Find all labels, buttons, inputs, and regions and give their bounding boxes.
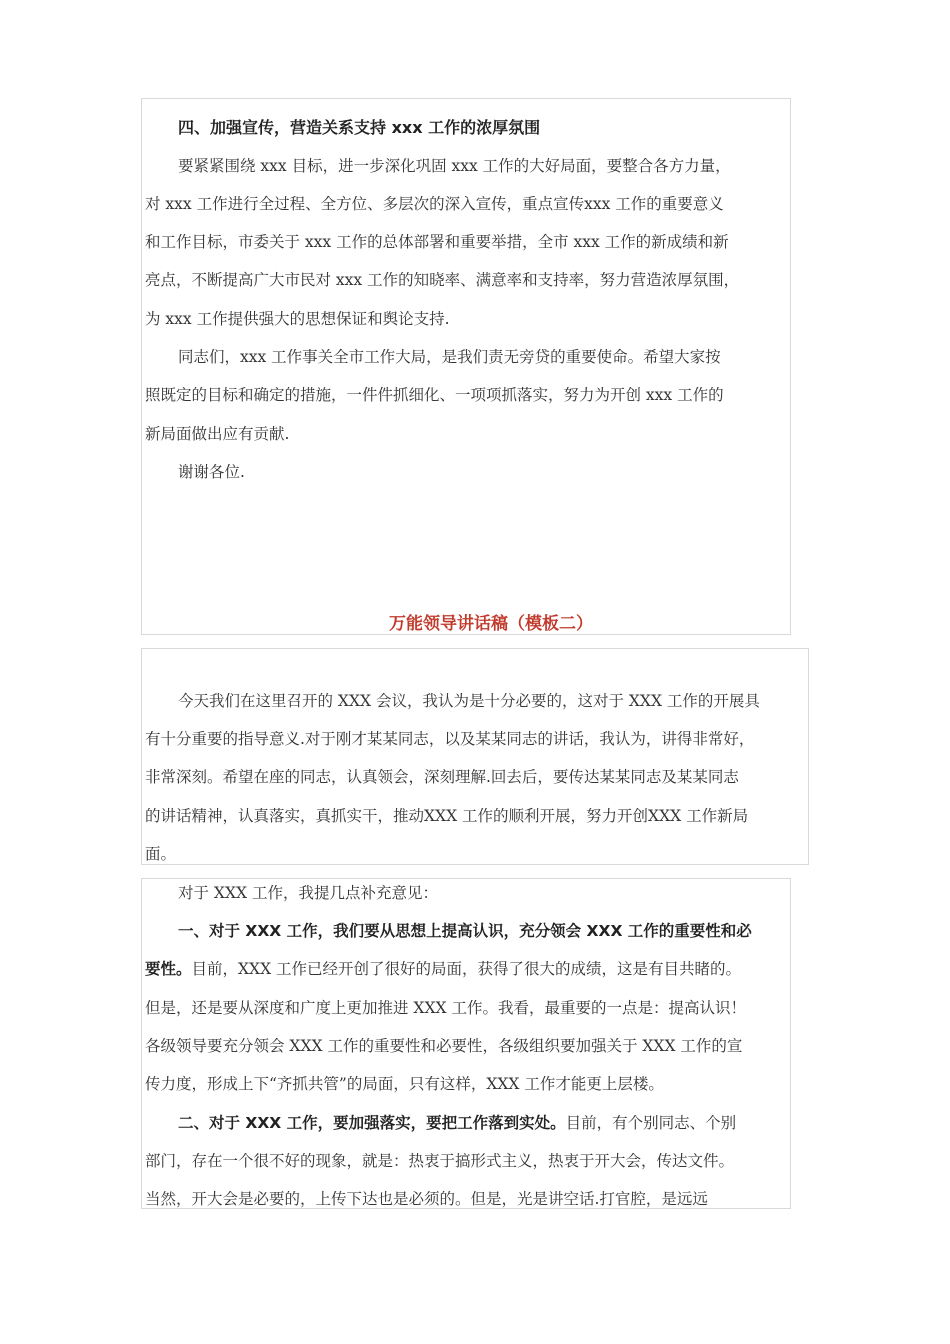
point-heading: 一、对于 XXX 工作，我们要从思想上提高认识，充分领会 XXX 工作的重要性和必 xyxy=(178,922,752,940)
paragraph-line: 当然，开大会是必要的，上传下达也是必须的。但是，光是讲空话.打官腔，是远远 xyxy=(145,1190,708,1208)
paragraph-line xyxy=(178,1113,736,1133)
paragraph-line: 今天我们在这里召开的 XXX 会议，我认为是十分必要的，这对于 XXX 工作的开展具 xyxy=(178,692,760,710)
section-frame-2 xyxy=(141,648,809,865)
paragraph-line: 面。 xyxy=(145,845,177,863)
paragraph-line: 和工作目标，市委关于 xxx 工作的总体部署和重要举措，全市 xxx 工作的新成绩和新 xyxy=(145,233,729,251)
paragraph-line: 为 xxx 工作提供强大的思想保证和舆论支持. xyxy=(145,310,450,328)
paragraph-line: 有十分重要的指导意义.对于刚才某某同志，以及某某同志的讲话，我认为，讲得非常好， xyxy=(145,730,755,748)
point-heading: 二、对于 XXX 工作，要加强落实，要把工作落到实处。 xyxy=(178,1114,566,1132)
paragraph-line: 非常深刻。希望在座的同志，认真领会，深刻理解.回去后，要传达某某同志及某某同志 xyxy=(145,768,739,786)
paragraph-line: 部门，存在一个很不好的现象，就是：热衷于搞形式主义，热衷于开大会，传达文件。 xyxy=(145,1152,735,1170)
section-heading: 四、加强宣传，营造关系支持 xxx 工作的浓厚氛围 xyxy=(178,118,541,137)
paragraph-line: 亮点，不断提高广大市民对 xxx 工作的知晓率、满意率和支持率，努力营造浓厚氛围， xyxy=(145,271,740,289)
paragraph-text: 目前，有个别同志、个别 xyxy=(565,1114,737,1132)
document-title: 万能领导讲话稿（模板二） xyxy=(389,614,593,634)
closing-line: 谢谢各位. xyxy=(178,463,245,481)
paragraph-line: 新局面做出应有贡献. xyxy=(145,425,290,443)
paragraph-line: 传力度，形成上下“齐抓共管”的局面，只有这样，XXX 工作才能更上层楼。 xyxy=(145,1075,664,1093)
paragraph-line: 但是，还是要从深度和广度上更加推进 XXX 工作。我看，最重要的一点是：提高认识！ xyxy=(145,999,746,1017)
paragraph-line: 对于 XXX 工作，我提几点补充意见： xyxy=(178,884,438,902)
paragraph-line xyxy=(145,959,741,979)
paragraph-line: 要紧紧围绕 xxx 目标，进一步深化巩固 xxx 工作的大好局面，要整合各方力量， xyxy=(178,157,731,175)
paragraph-line: 对 xxx 工作进行全过程、全方位、多层次的深入宣传，重点宣传xxx 工作的重要意义 xyxy=(145,195,724,213)
paragraph-line: 各级领导要充分领会 XXX 工作的重要性和必要性，各级组织要加强关于 XXX 工作的宣 xyxy=(145,1037,743,1055)
point-heading-continued: 要性。 xyxy=(145,960,192,978)
paragraph-line: 的讲话精神，认真落实，真抓实干，推动XXX 工作的顺利开展，努力开创XXX 工作新局 xyxy=(145,807,749,825)
paragraph-text: 目前，XXX 工作已经开创了很好的局面，获得了很大的成绩，这是有目共睹的。 xyxy=(191,960,742,978)
paragraph-line: 照既定的目标和确定的措施，一件件抓细化、一项项抓落实，努力为开创 xxx 工作的 xyxy=(145,386,724,404)
paragraph-line: 同志们，xxx 工作事关全市工作大局，是我们责无旁贷的重要使命。希望大家按 xyxy=(178,348,721,366)
